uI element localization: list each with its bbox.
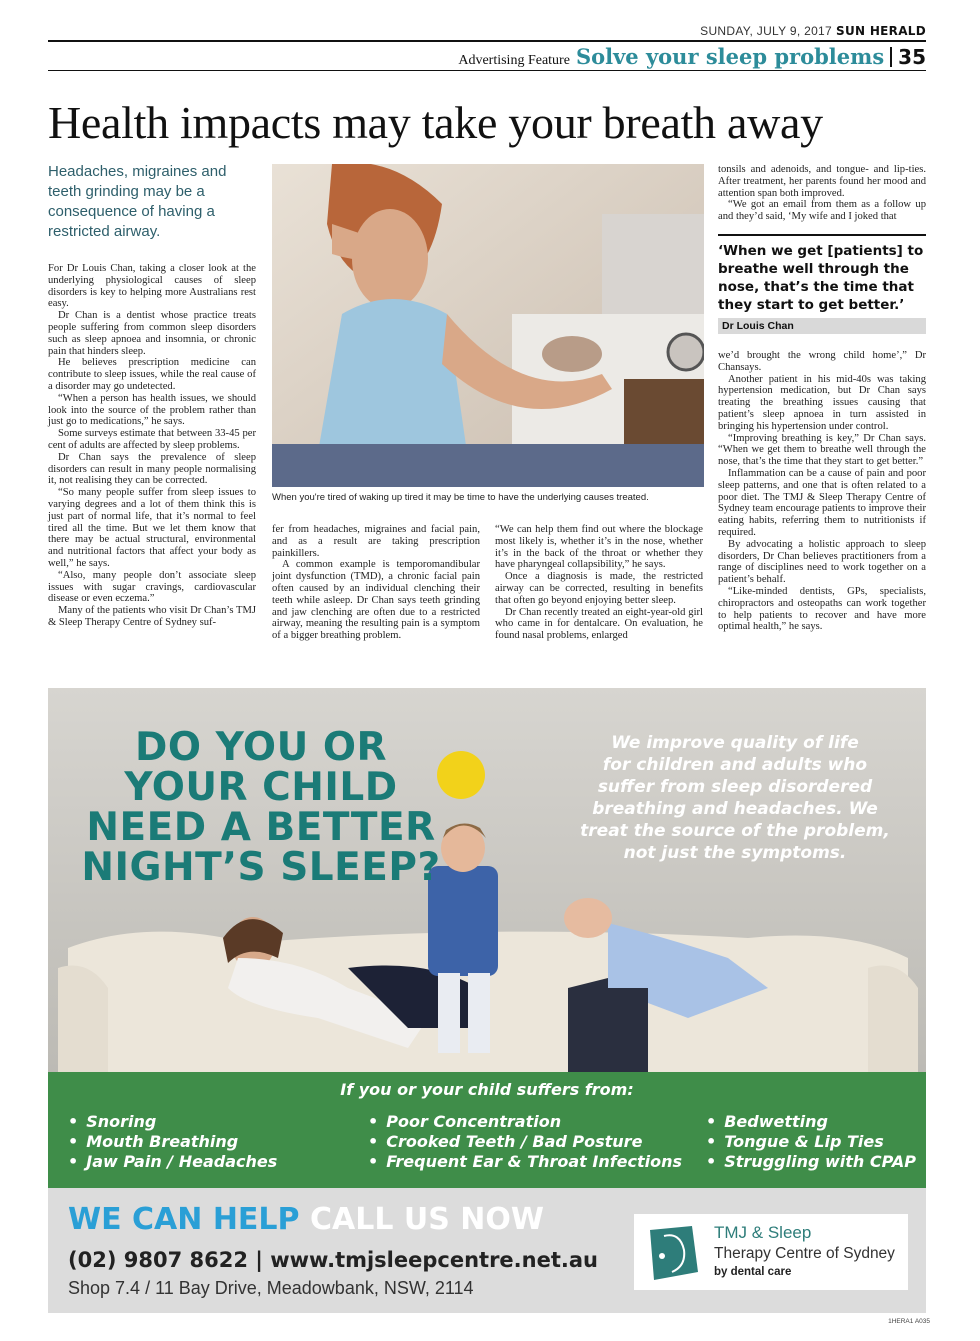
- clinic-logo: [634, 1214, 908, 1290]
- call-to-action: [48, 1188, 926, 1313]
- article-paragraph: Inflammation can be a cause of pain and poor sleep patterns, and one that is often related to a poor diet. The TMJ & Sleep Therapy Centre of Sydney team encourage patients to improve their eating habits, referring them to nutritionists if required.: [718, 467, 926, 538]
- article-paragraph: “Improving breathing is key,” Dr Chan says. “When we get them to breathe well through the nose, that’s the time that they start to get better.”: [718, 432, 926, 468]
- ad-headline-line: NIGHT’S SLEEP?: [81, 845, 441, 890]
- article-paragraph: Dr Chan says the prevalence of sleep disorders can result in many people normalising it, not realising they can be corrected.: [48, 451, 256, 487]
- condition-item: • Bedwetting: [706, 1112, 916, 1132]
- section-rule: [48, 70, 926, 71]
- condition-item: • Mouth Breathing: [68, 1132, 277, 1152]
- article-paragraph: Another patient in his mid-40s was taking hypertension medication, but Dr Chan says treating the breathing issues causing that patient’s sleep apnoea in turn assisted in bringing his hypertension under control.: [718, 373, 926, 432]
- article-column-4-bottom: [718, 350, 926, 633]
- article-paragraph: “So many people suffer from sleep issues to varying degrees and a lot of them think this is just part of normal life, that it’s normal to feel tired all the time. But we let them know that there may be actual structural, environmental and nutritional factors that affect your body as well,” he says.: [48, 487, 256, 569]
- article-paragraph: “Like-minded dentists, GPs, specialists, chiropractors and osteopaths can work together to help patients to recover and have more optimal health,” he says.: [718, 585, 926, 633]
- condition-item: • Crooked Teeth / Bad Posture: [368, 1132, 682, 1152]
- cta-help: WE CAN HELP: [68, 1202, 300, 1237]
- article-paragraph: He believes prescription medicine can contribute to sleep issues, while the real cause of a disorder may go undetected.: [48, 357, 256, 392]
- article-paragraph: “We can help them find out where the blockage most likely is, whether it’s in the nose, whether it’s in the back of the throat or whether they have pharyngeal collapsibility,” he says.: [495, 524, 703, 571]
- conditions-list-2: [368, 1112, 682, 1172]
- article-paragraph: “When a person has health issues, we should look into the source of the problem rather than just go to medications,” he says.: [48, 392, 256, 428]
- condition-item: • Frequent Ear & Throat Infections: [368, 1152, 682, 1172]
- conditions-panel: [48, 1072, 926, 1188]
- condition-item: • Struggling with CPAP: [706, 1152, 916, 1172]
- article-paragraph: Many of the patients who visit Dr Chan’s TMJ & Sleep Therapy Centre of Sydney suf-: [48, 605, 256, 628]
- ad-headline-line: DO YOU OR: [134, 725, 388, 770]
- headline: Health impacts may take your breath away: [48, 97, 823, 148]
- cta-headline: [68, 1202, 544, 1237]
- ad-headline: [76, 725, 446, 890]
- section-divider: [890, 47, 892, 67]
- ad-headline-line: YOUR CHILD: [124, 765, 398, 810]
- tooth-face-icon: [642, 1222, 704, 1284]
- standfirst: Headaches, migraines and teeth grinding may be a consequence of having a restricted airway.: [48, 163, 227, 240]
- section-header: [458, 44, 926, 69]
- article-paragraph: tonsils and adenoids, and tongue- and lip-ties. After treatment, her parents found her mood and attention span both improved.: [718, 164, 926, 199]
- article-photo: [272, 164, 704, 487]
- article-column-4-top: [718, 164, 926, 223]
- article-paragraph: fer from headaches, migraines and facial pain, and as a result are taking prescription painkillers.: [272, 524, 480, 559]
- logo-line-2: Therapy Centre of Sydney: [714, 1245, 895, 1262]
- condition-item: • Tongue & Lip Ties: [706, 1132, 916, 1152]
- pull-quote-author: Dr Louis Chan: [718, 318, 926, 334]
- condition-item: • Snoring: [68, 1112, 277, 1132]
- ad-side-line: We improve quality of life: [611, 733, 859, 753]
- ad-side-line: breathing and headaches. We: [592, 799, 878, 819]
- top-rule: [48, 40, 926, 42]
- condition-item: • Poor Concentration: [368, 1112, 682, 1132]
- logo-line-1: TMJ & Sleep: [714, 1223, 812, 1242]
- conditions-title: If you or your child suffers from:: [340, 1080, 634, 1099]
- section-title: Solve your sleep problems: [575, 44, 885, 69]
- ad-side-text: [570, 732, 900, 864]
- article-column-2: [272, 524, 480, 642]
- ad-side-line: treat the source of the problem,: [580, 821, 890, 841]
- tired-woman-photo: [272, 164, 704, 487]
- condition-item: • Jaw Pain / Headaches: [68, 1152, 277, 1172]
- article-paragraph: For Dr Louis Chan, taking a closer look at the underlying physiological causes of sleep disorders is key to helping more Australians rest easy.: [48, 263, 256, 310]
- article-column-1: [48, 263, 256, 629]
- article-paragraph: “We got an email from them as a follow up and they’d said, ‘My wife and I joked that: [718, 199, 926, 223]
- pull-quote-text: ‘When we get [patients] to breathe well through the nose, that’s the time that they start to get better.’: [718, 243, 924, 313]
- ad-side-line: not just the symptoms.: [623, 843, 847, 863]
- article-paragraph: we’d brought the wrong child home’,” Dr Chansays.: [718, 350, 926, 373]
- article-paragraph: Dr Chan is a dentist whose practice treats people suffering from common sleep disorders such as sleep apnoea and insomnia, or chronic pain that hinders sleep.: [48, 310, 256, 357]
- cta-call: CALL US NOW: [309, 1202, 545, 1237]
- footer-code: 1HERA1 A035: [888, 1318, 930, 1325]
- page-number: 35: [898, 45, 926, 69]
- section-label: Advertising Feature: [458, 53, 570, 68]
- logo-line-3: by dental care: [714, 1266, 792, 1278]
- ad-side-line: for children and adults who: [602, 755, 868, 775]
- address: Shop 7.4 / 11 Bay Drive, Meadowbank, NSW, 2114: [68, 1278, 474, 1298]
- article-paragraph: A common example is temporomandibular joint dysfunction (TMD), a chronic facial pain often caused by an individual clenching their teeth while asleep. Dr Chan says teeth grinding and jaw clenching are often due to a restricted airway, meaning the resulting pain is a symptom of a bigger breathing problem.: [272, 559, 480, 642]
- pull-quote: [718, 234, 926, 334]
- ad-headline-line: NEED A BETTER: [86, 805, 436, 850]
- article-paragraph: Dr Chan recently treated an eight-year-old girl who came in for dentalcare. On evaluation, he found nasal problems, enlarged: [495, 606, 703, 642]
- dateline: [700, 24, 926, 38]
- article-paragraph: Some surveys estimate that between 33-45 per cent of adults are affected by sleep problems.: [48, 428, 256, 451]
- date: SUNDAY, JULY 9, 2017: [700, 24, 833, 38]
- advertisement: [48, 688, 926, 1313]
- paper-name: SUN HERALD: [836, 24, 926, 38]
- phone-and-website[interactable]: (02) 9807 8622 | www.tmjsleepcentre.net.au: [68, 1248, 598, 1272]
- article-column-3: [495, 524, 703, 642]
- article-paragraph: “Also, many people don’t associate sleep issues with sugar cravings, cardiovascular disease or even eczema.”: [48, 569, 256, 605]
- article-paragraph: By advocating a holistic approach to sleep disorders, Dr Chan believes practitioners from a range of disciplines need to work together on a patient’s behalf.: [718, 538, 926, 586]
- article-paragraph: Once a diagnosis is made, the restricted airway can be corrected, resulting in benefits that often go beyond enjoying better sleep.: [495, 571, 703, 606]
- conditions-list-3: [706, 1112, 916, 1172]
- ad-side-line: suffer from sleep disordered: [597, 777, 873, 797]
- conditions-list-1: [68, 1112, 277, 1172]
- photo-caption: When you're tired of waking up tired it may be time to have the underlying causes treated.: [272, 492, 649, 503]
